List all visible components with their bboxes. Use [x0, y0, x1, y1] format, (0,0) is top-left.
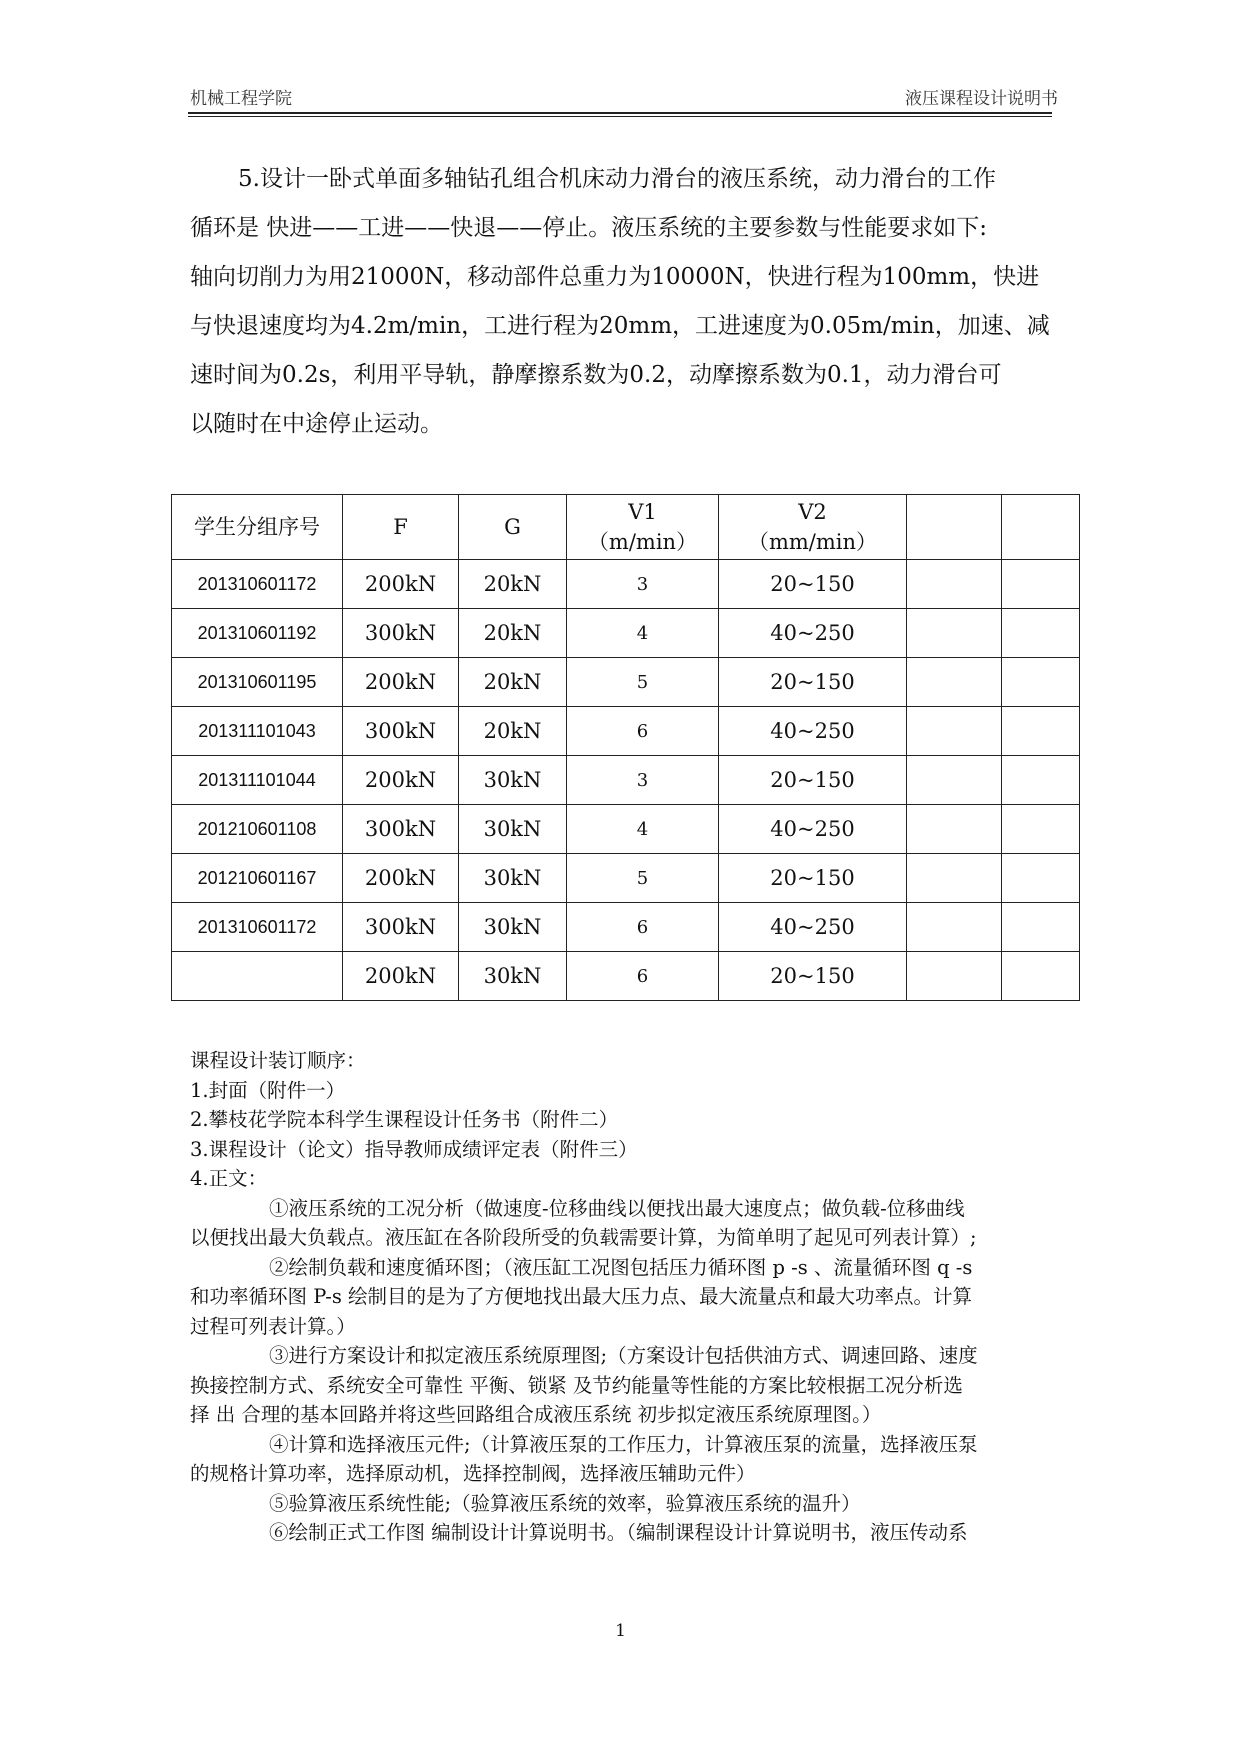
table-cell [907, 609, 1002, 658]
binding-line: ④计算和选择液压元件;（计算液压泵的工作压力，计算液压泵的流量，选择液压泵 [269, 1432, 978, 1456]
table-cell: 6 [567, 903, 719, 952]
table-cell [1002, 658, 1080, 707]
binding-line: 的规格计算功率，选择原动机，选择控制阀，选择液压辅助元件） [190, 1462, 756, 1485]
task-line: 与快退速度均为4.2m/min，工进行程为20mm，工进速度为0.05m/min，加速、减 [190, 313, 1050, 339]
table-cell: 20kN [459, 560, 567, 609]
binding-line: 2.攀枝花学院本科学生课程设计任务书（附件二） [190, 1108, 619, 1131]
binding-line: 择 出 合理的基本回路并将这些回路组合成液压系统 初步拟定液压系统原理图。） [190, 1403, 882, 1426]
table-cell: 4 [567, 805, 719, 854]
table-cell [1002, 854, 1080, 903]
table-cell: 201310601172 [172, 560, 343, 609]
table-cell: 30kN [459, 756, 567, 805]
table-cell: 4 [567, 609, 719, 658]
table-cell [1002, 952, 1080, 1001]
table-cell: 200kN [343, 658, 459, 707]
table-cell [907, 854, 1002, 903]
binding-line: ①液压系统的工况分析（做速度-位移曲线以便找出最大速度点；做负载-位移曲线 [269, 1196, 965, 1220]
table-cell: 300kN [343, 805, 459, 854]
header-school: 机械工程学院 [190, 89, 292, 109]
table-cell: 30kN [459, 903, 567, 952]
table-header-cell [1002, 495, 1080, 560]
table-cell: 20kN [459, 658, 567, 707]
binding-line: 3.课程设计（论文）指导教师成绩评定表（附件三） [190, 1137, 638, 1161]
table-cell [1002, 805, 1080, 854]
table-cell: 200kN [343, 756, 459, 805]
table-cell: 20~150 [719, 952, 907, 1001]
header-cell-line: V1 [628, 500, 657, 524]
table-cell: 6 [567, 707, 719, 756]
task-line: 轴向切削力为用21000N，移动部件总重力为10000N，快进行程为100mm，快进 [190, 264, 1040, 290]
table-row [172, 952, 1080, 1001]
table-cell [907, 756, 1002, 805]
table-cell: 3 [567, 756, 719, 805]
table-header-cell [459, 495, 567, 560]
table-row [172, 756, 1080, 805]
table-cell: 200kN [343, 952, 459, 1001]
table-cell: 40~250 [719, 707, 907, 756]
table-cell: 201210601108 [172, 805, 343, 854]
table-cell: 201210601167 [172, 854, 343, 903]
binding-line: ⑤验算液压系统性能;（验算液压系统的效率，验算液压系统的温升） [269, 1491, 861, 1515]
table-header-cell [172, 495, 343, 560]
table-row [172, 560, 1080, 609]
table-row [172, 903, 1080, 952]
table-cell: 40~250 [719, 805, 907, 854]
header-rule-thick [188, 112, 1052, 114]
table-cell: 200kN [343, 854, 459, 903]
header-rule-thin [188, 116, 1052, 117]
table-header-cell [719, 495, 907, 560]
table-row [172, 609, 1080, 658]
table-cell [1002, 609, 1080, 658]
table-header-cell [567, 495, 719, 560]
task-line: 以随时在中途停止运动。 [190, 411, 443, 437]
table-header-cell [907, 495, 1002, 560]
binding-line: 以便找出最大负载点。液压缸在各阶段所受的负载需要计算，为简单明了起见可列表计算）; [190, 1226, 977, 1249]
table-cell [907, 560, 1002, 609]
table-cell [907, 952, 1002, 1001]
header-cell-line: G [504, 515, 521, 539]
table-row [172, 805, 1080, 854]
table-cell: 20~150 [719, 560, 907, 609]
table-cell [1002, 756, 1080, 805]
header-cell-unit: （mm/min） [747, 530, 878, 554]
table-cell: 201310601192 [172, 609, 343, 658]
header-cell-line: F [393, 515, 408, 539]
binding-line: 过程可列表计算。） [190, 1314, 356, 1338]
table-cell: 20kN [459, 609, 567, 658]
table-cell: 20~150 [719, 658, 907, 707]
task-description [190, 155, 1050, 449]
task-line: 速时间为0.2s，利用平导轨，静摩擦系数为0.2，动摩擦系数为0.1，动力滑台可 [190, 362, 1002, 388]
table-header-cell [343, 495, 459, 560]
header-cell-unit: （m/min） [587, 530, 698, 554]
table-row [172, 707, 1080, 756]
table-cell: 40~250 [719, 903, 907, 952]
table-cell: 300kN [343, 903, 459, 952]
table-cell [1002, 903, 1080, 952]
binding-order-section [190, 1046, 1070, 1548]
table-cell [1002, 707, 1080, 756]
binding-line: 课程设计装订顺序： [190, 1049, 366, 1072]
table-cell: 3 [567, 560, 719, 609]
table-cell [1002, 560, 1080, 609]
table-header-row [172, 495, 1080, 560]
table-cell [907, 707, 1002, 756]
table-cell: 5 [567, 658, 719, 707]
header-cell-line: V2 [798, 500, 827, 524]
table-cell: 20~150 [719, 854, 907, 903]
binding-line: ②绘制负载和速度循环图；（液压缸工况图包括压力循环图 p -s 、流量循环图 q -s [269, 1255, 973, 1279]
table-cell [172, 952, 343, 1001]
binding-line: 换接控制方式、系统安全可靠性 平衡、锁紧 及节约能量等性能的方案比较根据工况分析选 [190, 1373, 963, 1397]
page-number: 1 [615, 1621, 626, 1641]
table-cell: 300kN [343, 609, 459, 658]
table-cell: 5 [567, 854, 719, 903]
binding-line: 和功率循环图 P-s 绘制目的是为了方便地找出最大压力点、最大流量点和最大功率点。计算 [190, 1285, 973, 1308]
table-cell: 6 [567, 952, 719, 1001]
parameter-table [171, 494, 1080, 1001]
task-line: 5.设计一卧式单面多轴钻孔组合机床动力滑台的液压系统，动力滑台的工作 [238, 166, 996, 192]
binding-line: ⑥绘制正式工作图 编制设计计算说明书。（编制课程设计计算说明书，液压传动系 [269, 1521, 968, 1544]
table-cell: 40~250 [719, 609, 907, 658]
table-cell [907, 658, 1002, 707]
table-cell [907, 903, 1002, 952]
table-row [172, 658, 1080, 707]
binding-line: 1.封面（附件一） [190, 1078, 346, 1102]
table-cell: 201310601172 [172, 903, 343, 952]
header-doc-title: 液压课程设计说明书 [905, 89, 1058, 109]
table-cell: 20~150 [719, 756, 907, 805]
table-cell: 201311101043 [172, 707, 343, 756]
table-cell: 30kN [459, 854, 567, 903]
table-cell: 200kN [343, 560, 459, 609]
table-cell: 201311101044 [172, 756, 343, 805]
table-cell: 30kN [459, 952, 567, 1001]
table-cell: 20kN [459, 707, 567, 756]
table-cell: 30kN [459, 805, 567, 854]
header-cell-line: 学生分组序号 [194, 515, 320, 539]
table-cell [907, 805, 1002, 854]
table-cell: 201310601195 [172, 658, 343, 707]
binding-line: 4.正文： [190, 1167, 268, 1190]
table-row [172, 854, 1080, 903]
table-cell: 300kN [343, 707, 459, 756]
binding-line: ③进行方案设计和拟定液压系统原理图;（方案设计包括供油方式、调速回路、速度 [269, 1344, 978, 1367]
task-line: 循环是 快进——工进——快退——停止。液压系统的主要参数与性能要求如下: [190, 215, 988, 241]
